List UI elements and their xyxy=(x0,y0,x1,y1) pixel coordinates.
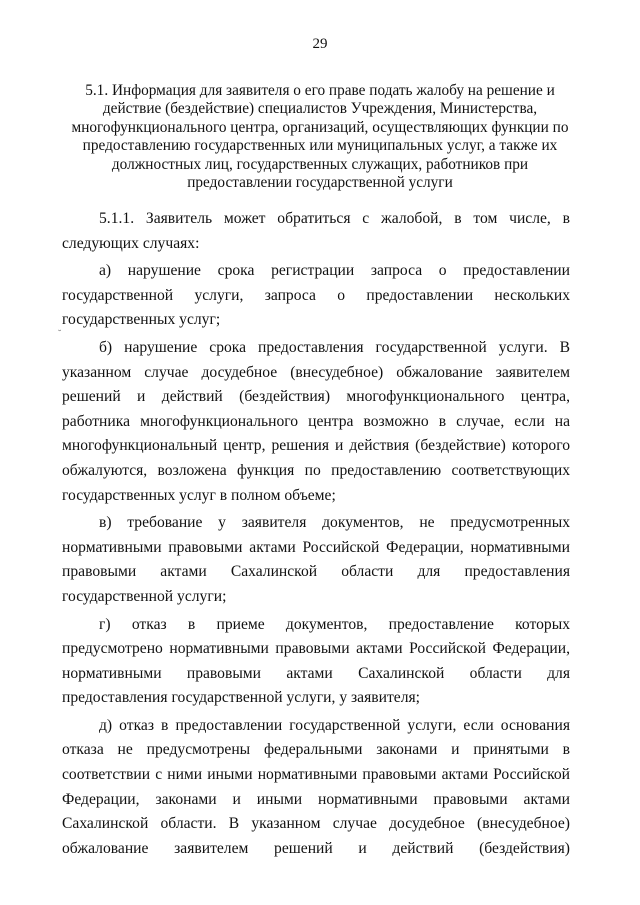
list-item-g: г) отказ в приеме документов, предоставление которых предусмотрено нормативными правовыми актами Российской Федерации, нормативными правовыми актами Сахалинской области для предоставления государственной услуги, у заявителя; xyxy=(62,615,570,707)
document-body xyxy=(62,207,570,864)
page-number: 29 xyxy=(312,36,328,52)
intro-paragraph: 5.1.1. Заявитель может обратиться с жалобой, в том числе, в следующих случаях: xyxy=(62,210,570,252)
list-item-b: б) нарушение срока предоставления государственной услуги. В указанном случае досудебное (внесудебное) обжалование заявителем решений и действий (бездействия) многофункционального центра, работника многофункционального центра возможно в случае, если на многофункциональный центр, решения и действия (бездействие) которого обжалуются, возложена функция по предоставлению соответствующих государственных услуг в полном объеме; xyxy=(62,338,570,504)
section-heading: 5.1. Информация для заявителя о его праве подать жалобу на решение и действие (бездействие) специалистов Учреждения, Министерства, многофункционального центра, организаций, осуществляющих функции по предоставлению государственных или муниципальных услуг, а также их должностных лиц, государственных служащих, работников при предоставлении государственной услуги xyxy=(71,82,569,192)
scan-artifact-mark: ˘ xyxy=(58,329,62,340)
list-item-v: в) требование у заявителя документов, не предусмотренных нормативными правовыми актами Российской Федерации, нормативными правовыми актами Сахалинской области для предоставления государственной услуги; xyxy=(62,514,570,605)
list-item-d: д) отказ в предоставлении государственной услуги, если основания отказа не предусмотрены федеральными законами и принятыми в соответствии с ними иными нормативными правовыми актами Российской Федерации, законами и иными нормативными правовыми актами Сахалинской области. В указанном случае досудебное (внесудебное) обжалование заявителем решений и действий (бездействия) xyxy=(62,716,570,857)
list-item-a: а) нарушение срока регистрации запроса о предоставлении государственной услуги, запроса о предоставлении нескольких государственных услуг; xyxy=(62,262,570,329)
